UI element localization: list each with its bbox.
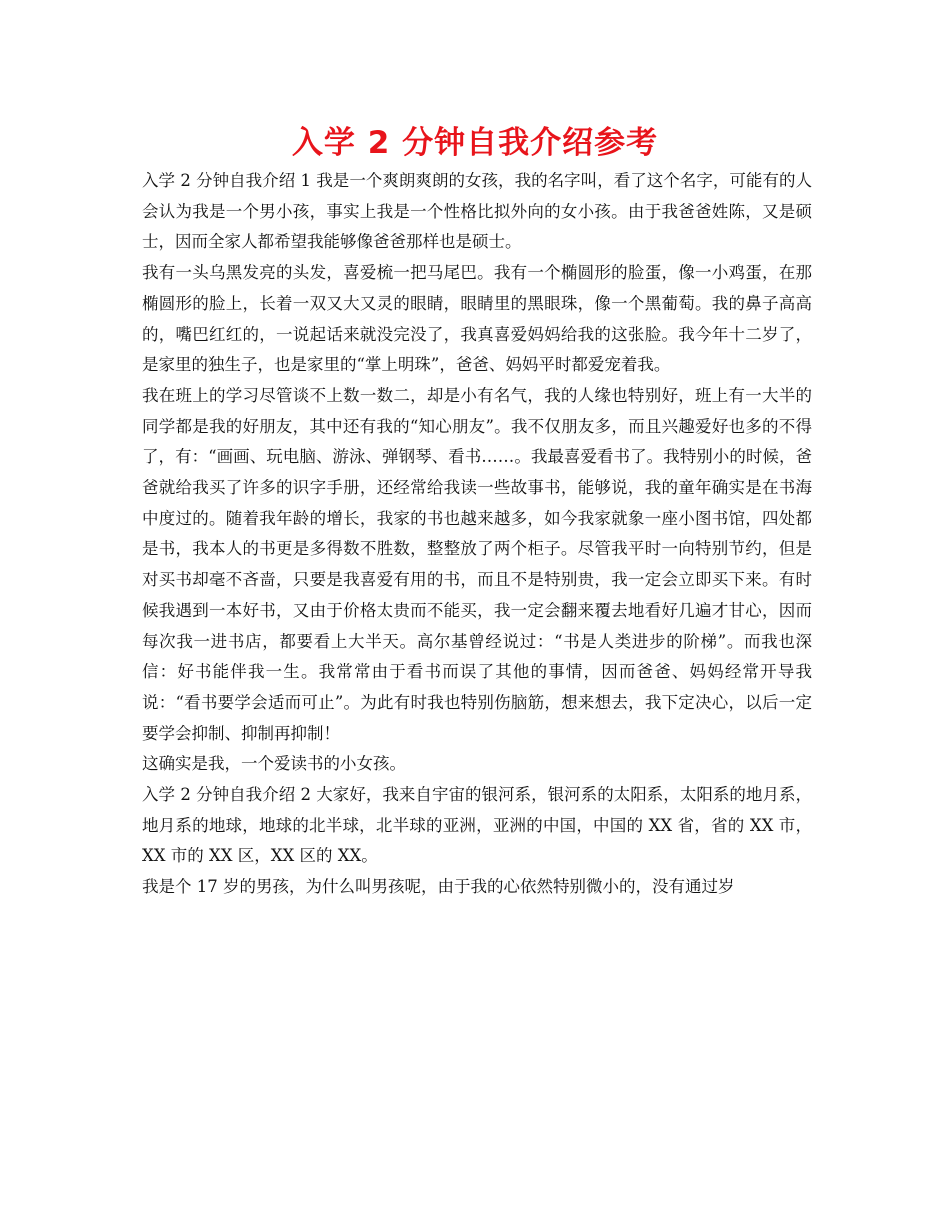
document-title: 入学 2 分钟自我介绍参考: [291, 125, 659, 161]
paragraph: 入学 2 分钟自我介绍 2 大家好，我来自宇宙的银河系，银河系的太阳系，太阳系的地月系，地月系的地球，地球的北半球，北半球的亚洲，亚洲的中国，中国的 XX 省，省的 XX 市，XX 市的 XX 区，XX 区的 XX。: [142, 785, 812, 866]
paragraph: 这确实是我，一个爱读书的小女孩。: [142, 754, 406, 774]
paragraph: 我有一头乌黑发亮的头发，喜爱梳一把马尾巴。我有一个椭圆形的脸蛋，像一小鸡蛋，在那椭圆形的脸上，长着一双又大又灵的眼睛，眼睛里的黑眼珠，像一个黑葡萄。我的鼻子高高的，嘴巴红红的，一说起话来就没完没了，我真喜爱妈妈给我的这张脸。我今年十二岁了，是家里的独生子，也是家里的“掌上明珠”，爸爸、妈妈平时都爱宠着我。: [142, 263, 812, 375]
document-body: [142, 166, 812, 903]
paragraph: 入学 2 分钟自我介绍 1 我是一个爽朗爽朗的女孩，我的名字叫，看了这个名字，可能有的人会认为我是一个男小孩，事实上我是一个性格比拟外向的女小孩。由于我爸爸姓陈，又是硕士，因而全家人都希望我能够像爸爸那样也是硕士。: [142, 171, 812, 252]
paragraph: 我在班上的学习尽管谈不上数一数二，却是小有名气，我的人缘也特别好，班上有一大半的同学都是我的好朋友，其中还有我的“知心朋友”。我不仅朋友多，而且兴趣爱好也多的不得了，有：“画画、玩电脑、游泳、弹钢琴、看书……。我最喜爱看书了。我特别小的时候，爸爸就给我买了许多的识字手册，还经常给我读一些故事书，能够说，我的童年确实是在书海中度过的。随着我年龄的增长，我家的书也越来越多，如今我家就象一座小图书馆，四处都是书，我本人的书更是多得数不胜数，整整放了两个柜子。尽管我平时一向特别节约，但是对买书却毫不吝啬，只要是我喜爱有用的书，而且不是特别贵，我一定会立即买下来。有时候我遇到一本好书，又由于价格太贵而不能买，我一定会翻来覆去地看好几遍才甘心，因而每次我一进书店，都要看上大半天。高尔基曾经说过：“书是人类进步的阶梯”。而我也深信：好书能伴我一生。我常常由于看书而误了其他的事情，因而爸爸、妈妈经常开导我说：“看书要学会适而可止”。为此有时我也特别伤脑筋，想来想去，我下定决心，以后一定要学会抑制、抑制再抑制！: [142, 385, 812, 743]
paragraph: 我是个 17 岁的男孩，为什么叫男孩呢，由于我的心依然特别微小的，没有通过岁: [142, 877, 735, 897]
